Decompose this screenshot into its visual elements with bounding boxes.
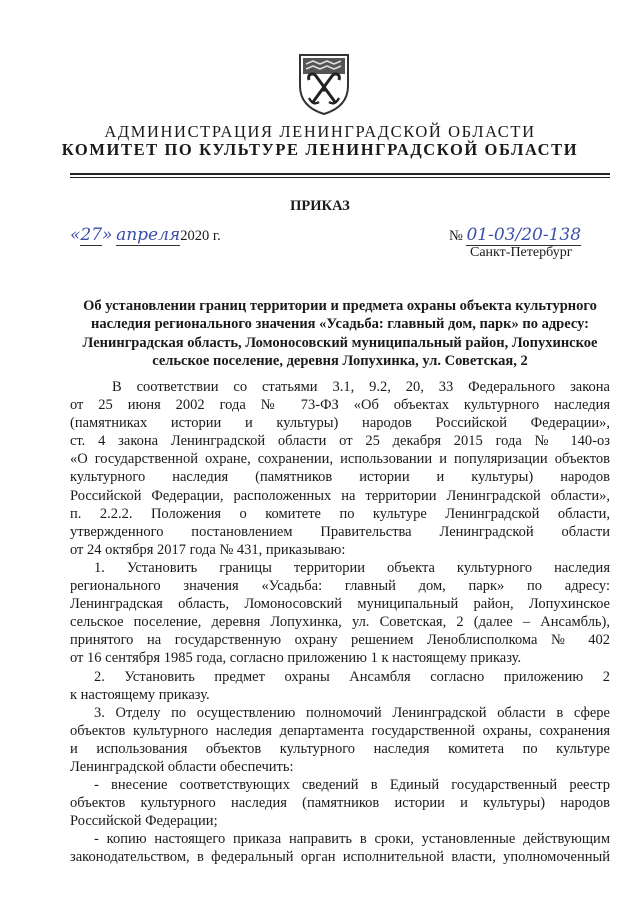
subject-line: Об установлении границ территории и предмета охраны объекта культурного xyxy=(83,298,597,314)
body-line: п. 2.2.2. Положения о комитете по культуре Ленинградской области, xyxy=(70,505,610,522)
body-line: Ленинградской области обеспечить: xyxy=(70,758,294,775)
body-line: сельское поселение, деревня Лопухинка, ул. Советская, 2 (далее – Ансамбль), xyxy=(70,614,610,631)
body-line: от 24 октября 2017 года № 431, приказываю: xyxy=(70,541,346,558)
subject-line: сельское поселение, деревня Лопухинка, ул. Советская, 2 xyxy=(152,352,528,369)
body-line: от 25 июня 2002 года № 73-ФЗ «Об объектах культурного наследия xyxy=(70,397,610,414)
order-body xyxy=(70,378,610,867)
body-line: (памятниках истории и культуры) народов Российской Федерации», xyxy=(70,415,610,432)
header-divider-thin xyxy=(70,177,610,178)
body-line: объектов культурного наследия (памятников истории и культуры) народов xyxy=(70,795,610,812)
city: Санкт-Петербург xyxy=(470,245,573,260)
order-subject xyxy=(70,297,610,370)
body-line: 3. Отделу по осуществлению полномочий Ленинградской области в сфере xyxy=(94,704,610,721)
body-line: Российской Федерации; xyxy=(70,813,218,830)
subject-line: Ленинградская область, Ломоносовский муниципальный район, Лопухинское xyxy=(82,334,598,351)
body-line: культурного наследия (памятников истории и культуры) народов xyxy=(70,469,610,486)
body-line: от 16 сентября 1985 года, согласно приложению 1 к настоящему приказу. xyxy=(70,650,522,667)
number-prefix: № xyxy=(449,228,463,244)
body-line: принятого на государственную охрану решением Леноблисполкома № 402 xyxy=(70,632,610,649)
date-day: 27 xyxy=(80,225,103,245)
body-line: утвержденного постановлением Правительства Ленинградской области xyxy=(70,523,610,540)
body-line: 2. Установить предмет охраны Ансамбля согласно приложению 2 xyxy=(94,668,610,685)
body-line: - внесение соответствующих сведений в Единый государственный реестр xyxy=(94,777,610,794)
body-line: ст. 4 закона Ленинградской области от 25 декабря 2015 года № 140-оз xyxy=(70,433,610,450)
body-line: к настоящему приказу. xyxy=(70,686,210,703)
body-line: «О государственной охране, сохранении, использовании и популяризации объектов xyxy=(70,451,610,468)
date-year: 2020 г. xyxy=(180,228,221,244)
body-line: законодательством, в федеральный орган исполнительной власти, уполномоченный xyxy=(70,849,610,866)
body-line: - копию настоящего приказа направить в сроки, установленные действующим xyxy=(94,831,610,848)
body-line: Российской Федерации, расположенных на территории Ленинградской области», xyxy=(70,487,610,504)
coat-of-arms-icon xyxy=(297,52,351,116)
date-month: апреля xyxy=(116,225,181,245)
body-line: 1. Установить границы территории объекта культурного наследия xyxy=(94,559,610,576)
header-divider-thick xyxy=(70,173,610,175)
document-type: ПРИКАЗ xyxy=(290,198,350,214)
subject-line: наследия регионального значения «Усадьба: главный дом, парк» по адресу: xyxy=(91,316,589,333)
organization-line-1: АДМИНИСТРАЦИЯ ЛЕНИНГРАДСКОЙ ОБЛАСТИ xyxy=(104,122,536,141)
order-number xyxy=(449,225,581,246)
body-line: регионального значения «Усадьба: главный дом, парк» по адресу: xyxy=(70,578,610,595)
body-line: Ленинградская область, Ломоносовский муниципальный район, Лопухинское xyxy=(70,596,610,613)
body-line: В соответствии со статьями 3.1, 9.2, 20, 33 Федерального закона xyxy=(112,379,610,395)
body-line: объектов культурного наследия департамента государственной охраны, сохранения xyxy=(70,722,610,739)
organization-line-2: КОМИТЕТ ПО КУЛЬТУРЕ ЛЕНИНГРАДСКОЙ ОБЛАСТИ xyxy=(61,140,579,159)
number-value: 01-03/20-138 xyxy=(466,225,582,245)
body-line: и использования объектов культурного наследия комитета по культуре xyxy=(70,740,610,757)
order-date: «27» апреля2020 г. xyxy=(70,225,221,245)
